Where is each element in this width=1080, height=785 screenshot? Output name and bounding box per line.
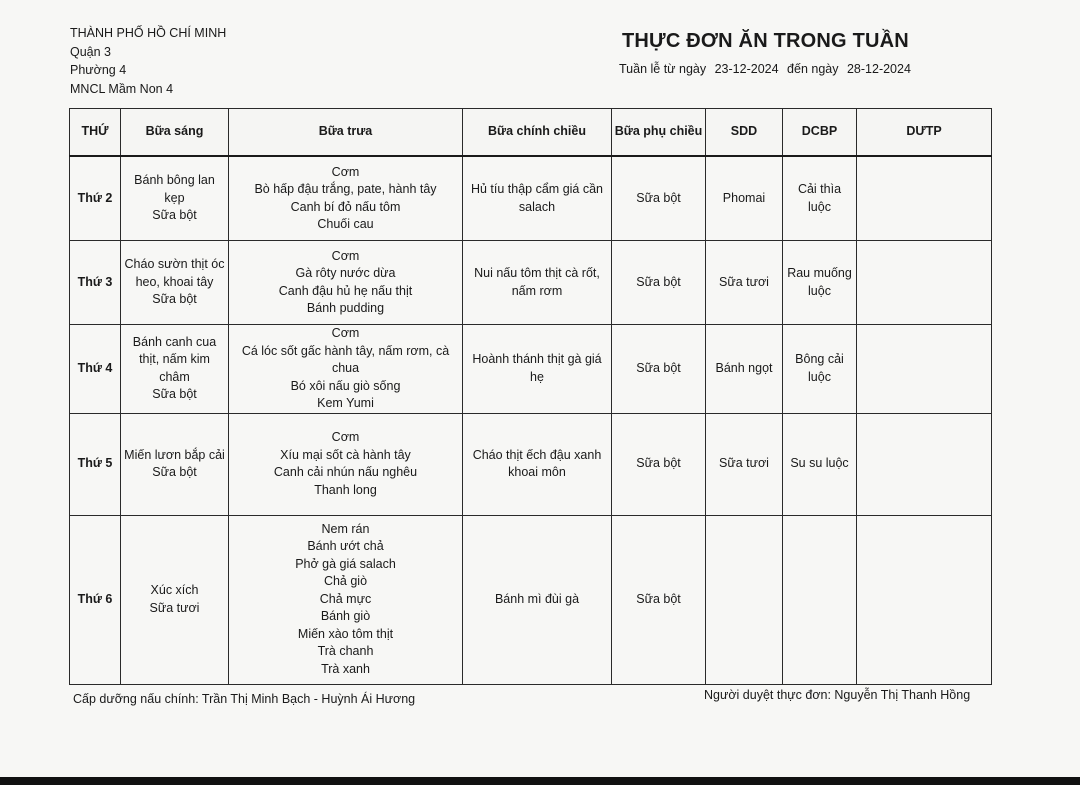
- menu-item: Canh đậu hủ hẹ nấu thịt: [278, 283, 413, 298]
- afternoon-snack-cell: Sữa bột: [612, 413, 706, 515]
- org-district: Quận 3: [70, 44, 112, 59]
- lunch-cell: [229, 156, 463, 241]
- org-city: THÀNH PHỐ HỒ CHÍ MINH: [70, 26, 227, 40]
- table-row: [70, 325, 992, 414]
- dcbp-cell: [783, 515, 857, 684]
- afternoon-snack-cell: Sữa bột: [612, 241, 706, 325]
- col-header-sdd: SDD: [706, 109, 783, 157]
- menu-item: Bánh bông lan kẹp: [134, 173, 215, 205]
- day-cell: Thứ 4: [70, 325, 121, 414]
- col-header-dcbp: DCBP: [783, 109, 857, 157]
- menu-item: Canh cải nhún nấu nghêu: [273, 465, 418, 479]
- breakfast-cell: [121, 241, 229, 325]
- week-start-date: 23-12-2024: [714, 62, 779, 76]
- org-ward: Phường 4: [70, 63, 127, 77]
- menu-item: Sữa bột: [152, 208, 197, 223]
- cook-signature-line: Cấp dưỡng nấu chính: Trần Thị Minh Bạch - Huỳnh Ái Hương: [73, 692, 416, 706]
- bottom-edge-bar: [0, 777, 1080, 785]
- menu-item: Cháo sườn thịt óc heo, khoai tây: [124, 257, 225, 289]
- week-range: [619, 62, 916, 76]
- afternoon-main-cell: [463, 156, 612, 241]
- dcbp-cell: Cải thìa luộc: [783, 156, 857, 241]
- dcbp-cell: Bông cải luộc: [783, 325, 857, 414]
- dutp-cell: [857, 156, 992, 241]
- col-header-day: THỨ: [70, 109, 121, 157]
- breakfast-cell: [121, 325, 229, 414]
- day-cell: Thứ 6: [70, 515, 121, 684]
- menu-item: Cháo thịt ếch đậu xanh khoai môn: [472, 447, 602, 479]
- organization-block: [70, 24, 226, 98]
- menu-item: Cơm: [331, 326, 360, 340]
- menu-item: Nui nấu tôm thịt cà rốt, nấm rơm: [474, 266, 600, 298]
- menu-table: [69, 108, 992, 685]
- menu-item: Miến xào tôm thịt: [297, 626, 394, 641]
- approver-signature-line: Người duyệt thực đơn: Nguyễn Thị Thanh Hồng: [704, 688, 971, 702]
- header-row: [70, 109, 992, 157]
- menu-item: Cá lóc sốt gấc hành tây, nấm rơm, cà chua: [241, 343, 450, 375]
- lunch-cell: [229, 325, 463, 414]
- week-mid: đến ngày: [787, 62, 839, 76]
- week-end-date: 28-12-2024: [846, 62, 911, 76]
- menu-item: Xíu mại sốt cà hành tây: [280, 447, 411, 462]
- dutp-cell: [857, 413, 992, 515]
- breakfast-cell: [121, 413, 229, 515]
- menu-item: Bó xôi nấu giò sống: [290, 378, 401, 393]
- col-header-afternoon-main: Bữa chính chiều: [463, 109, 612, 157]
- menu-item: Sữa bột: [152, 292, 197, 307]
- lunch-cell: [229, 241, 463, 325]
- col-header-lunch: Bữa trưa: [229, 109, 463, 157]
- dutp-cell: [857, 241, 992, 325]
- lunch-cell: [229, 413, 463, 515]
- menu-item: Gà rôty nước dừa: [295, 266, 396, 280]
- afternoon-main-cell: [463, 325, 612, 414]
- menu-item: Bánh giò: [320, 609, 371, 624]
- sdd-cell: [706, 515, 783, 684]
- table-row: [70, 156, 992, 241]
- table-row: [70, 413, 992, 515]
- menu-item: Trà chanh: [317, 644, 374, 659]
- lunch-cell: [229, 515, 463, 684]
- table-row: [70, 515, 992, 684]
- afternoon-snack-cell: Sữa bột: [612, 515, 706, 684]
- menu-item: Cơm: [331, 248, 360, 263]
- menu-item: Bò hấp đậu trắng, pate, hành tây: [254, 182, 437, 196]
- dcbp-cell: Su su luộc: [783, 413, 857, 515]
- menu-item: Chuối cau: [317, 217, 374, 231]
- menu-item: Cơm: [331, 430, 360, 444]
- menu-item: Xúc xích: [150, 583, 199, 597]
- day-cell: Thứ 5: [70, 413, 121, 515]
- menu-item: Thanh long: [314, 482, 377, 497]
- sdd-cell: Bánh ngọt: [706, 325, 783, 414]
- menu-item: Miến lươn bắp cải: [124, 447, 225, 462]
- table-row: [70, 241, 992, 325]
- sdd-cell: Phomai: [706, 156, 783, 241]
- afternoon-snack-cell: Sữa bột: [612, 325, 706, 414]
- afternoon-snack-cell: Sữa bột: [612, 156, 706, 241]
- sdd-cell: Sữa tươi: [706, 413, 783, 515]
- menu-item: Phở gà giá salach: [295, 556, 396, 571]
- menu-item: Bánh pudding: [306, 301, 385, 315]
- menu-item: Canh bí đỏ nấu tôm: [290, 199, 401, 214]
- menu-item: Bánh mì đùi gà: [494, 591, 580, 606]
- afternoon-main-cell: [463, 515, 612, 684]
- document-title: THỰC ĐƠN ĂN TRONG TUẦN: [622, 30, 909, 52]
- afternoon-main-cell: [463, 413, 612, 515]
- menu-item: Hủ tíu thập cẩm giá cần salach: [470, 182, 604, 214]
- menu-item: Bánh canh cua thịt, nấm kim châm: [132, 334, 217, 384]
- col-header-breakfast: Bữa sáng: [121, 109, 229, 157]
- menu-item: Sữa bột: [152, 465, 197, 479]
- afternoon-main-cell: [463, 241, 612, 325]
- col-header-dutp: DƯTP: [857, 109, 992, 157]
- day-cell: Thứ 3: [70, 241, 121, 325]
- menu-item: Sữa bột: [152, 387, 197, 402]
- menu-item: Chả giò: [323, 574, 368, 589]
- menu-item: Cơm: [331, 164, 360, 179]
- dutp-cell: [857, 325, 992, 414]
- sdd-cell: Sữa tươi: [706, 241, 783, 325]
- menu-item: Hoành thánh thịt gà giá hẹ: [472, 352, 602, 384]
- menu-item: Trà xanh: [321, 661, 370, 676]
- col-header-afternoon-snack: Bữa phụ chiều: [612, 109, 706, 157]
- breakfast-cell: [121, 515, 229, 684]
- week-prefix: Tuần lễ từ ngày: [619, 62, 707, 76]
- menu-item: Sữa tươi: [149, 600, 200, 615]
- menu-item: Bánh ướt chả: [307, 539, 384, 554]
- menu-item: Kem Yumi: [317, 396, 374, 410]
- menu-item: Chả mực: [319, 591, 372, 606]
- org-school: MNCL Mầm Non 4: [70, 81, 174, 96]
- menu-item: Nem rán: [321, 521, 370, 536]
- breakfast-cell: [121, 156, 229, 241]
- dcbp-cell: Rau muống luộc: [783, 241, 857, 325]
- day-cell: Thứ 2: [70, 156, 121, 241]
- dutp-cell: [857, 515, 992, 684]
